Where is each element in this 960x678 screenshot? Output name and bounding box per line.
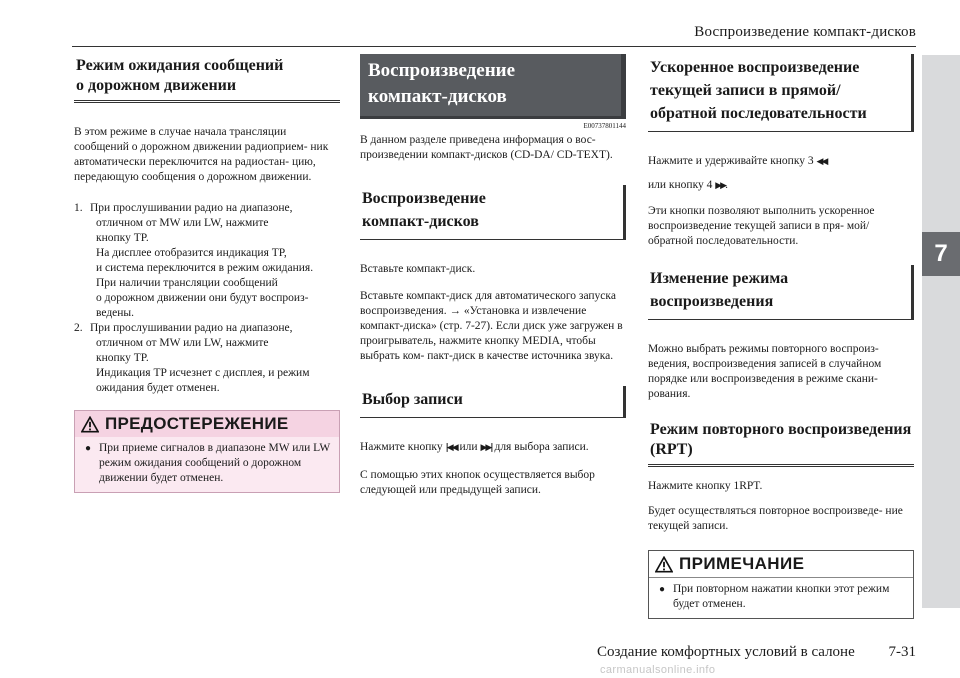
- step-line: ведены.: [96, 307, 135, 319]
- step-line: отличном от MW или LW, нажмите: [96, 217, 269, 229]
- caution-title: ПРЕДОСТЕРЕЖЕНИЕ: [105, 414, 289, 433]
- chapter-heading-cd-playback: [360, 54, 626, 119]
- heading-line: о дорожном движении: [76, 77, 237, 94]
- step-number: 2.: [74, 322, 83, 334]
- fast-playback-details: Эти кнопки позволяют выполнить ускоренное воспроизведение текущей записи в пря- мой/обратной последовательности.: [648, 205, 875, 247]
- step-line: о дорожном движении они будут воспроиз-: [96, 292, 309, 304]
- step-line: При прослушивании радио на диапазоне,: [90, 322, 293, 334]
- heading-line: воспроизведения: [650, 293, 774, 310]
- warning-triangle-icon: [655, 556, 673, 573]
- chapter-tab: 7: [922, 232, 960, 276]
- section-heading-track-select: [360, 386, 626, 418]
- heading-line: (RPT): [650, 441, 693, 458]
- track-select-details: С помощью этих кнопок осуществляется выбор следующей или предыдущей записи.: [360, 469, 595, 496]
- repeat-details: Будет осуществляться повторное воспроизведе- ние текущей записи.: [648, 505, 903, 532]
- step-line: и система переключится в режим ожидания.: [96, 262, 314, 274]
- step-line: При прослушивании радио на диапазоне,: [90, 202, 293, 214]
- caution-header: [75, 411, 339, 437]
- repeat-instruction: Нажмите кнопку 1RPT.: [648, 480, 763, 492]
- heading-line: Режим ожидания сообщений: [76, 57, 284, 74]
- step-line: На дисплее отобразится индикация TP,: [96, 247, 287, 259]
- insert-disc-details: Вставьте компакт-диск для автоматического запуска воспроизведения. → «Установка и извлечение компакт-диска» (стр. 7-27). Если диск уже загружен в проигрыватель, нажмите кнопку MEDIA, чтобы выбрать ком- пакт-диск в качестве источника звука.: [360, 290, 623, 362]
- cd-intro: В данном разделе приведена информация о вос- произведении компакт-дисков (CD-DA/ CD-TEXT).: [360, 134, 613, 161]
- step-line: отличном от MW или LW, нажмите: [96, 337, 269, 349]
- step-line: кнопку TP.: [96, 352, 149, 364]
- step-item: [74, 321, 340, 396]
- fast-forward-instruction: или кнопку 4 ▶▶.: [648, 179, 728, 191]
- heading-line: Воспроизведение: [362, 190, 486, 207]
- heading-line: Изменение режима: [650, 270, 789, 287]
- column-middle: [360, 54, 626, 498]
- insert-disc-text: Вставьте компакт-диск.: [360, 263, 476, 275]
- track-select-instruction: [360, 440, 626, 456]
- caution-box: [74, 410, 340, 493]
- heading-line: обратной последовательности: [650, 105, 867, 122]
- text-span: для выбора записи.: [494, 441, 589, 453]
- note-item: [657, 582, 905, 612]
- step-line: ожидания будет отменен.: [96, 382, 220, 394]
- heading-line: текущей записи в прямой/: [650, 82, 841, 99]
- column-left: [74, 54, 340, 493]
- section-heading-repeat: [648, 418, 914, 465]
- heading-line: компакт-дисков: [368, 86, 507, 107]
- bullet-dot-icon: ●: [85, 443, 92, 454]
- bullet-dot-icon: ●: [659, 584, 666, 595]
- step-line: кнопку TP.: [96, 232, 149, 244]
- text-span: или кнопку 4: [648, 179, 713, 191]
- heading-line: Ускоренное воспроизведение: [650, 59, 860, 76]
- step-number: 1.: [74, 202, 83, 214]
- heading-line: Режим повторного воспроизведения: [650, 421, 912, 438]
- playback-mode-text: Можно выбрать режимы повторного воспроиз- ведения, воспроизведения записей в случайном порядке или воспроизведения в режиме скани- рования.: [648, 343, 882, 400]
- caution-body: [75, 437, 339, 492]
- text-span: или: [459, 441, 478, 453]
- steps-list: [74, 201, 340, 396]
- footer-section: Создание комфортных условий в салоне: [597, 644, 855, 660]
- section-heading-traffic-standby: [74, 54, 340, 101]
- section-heading-playback-mode: [648, 265, 914, 320]
- step-line: Индикация TP исчезнет с дисплея, и режим: [96, 367, 310, 379]
- caution-item-text: При приеме сигналов в диапазоне MW или LW режим ожидания сообщений о дорожном движении будет отменен.: [99, 442, 330, 484]
- caution-item: [83, 441, 331, 486]
- warning-triangle-icon: [81, 416, 99, 433]
- note-box: [648, 550, 914, 619]
- column-right: [648, 54, 914, 619]
- section-code: E00737801144: [583, 122, 626, 130]
- fast-forward-icon: ▶▶: [715, 181, 726, 191]
- text-span: Нажмите и удерживайте кнопку 3: [648, 155, 814, 167]
- heading-line: компакт-дисков: [362, 213, 479, 230]
- step-item: [74, 201, 340, 321]
- heading-line: Воспроизведение: [368, 60, 516, 81]
- section-heading-cd-playback: [360, 185, 626, 240]
- section-heading-fast-playback: [648, 54, 914, 132]
- note-header: [649, 551, 913, 578]
- heading-line: Выбор записи: [362, 391, 463, 408]
- note-body: [649, 578, 913, 618]
- note-item-text: При повторном нажатии кнопки этот режим будет отменен.: [673, 583, 890, 610]
- skip-back-icon: |◀◀: [445, 443, 457, 453]
- traffic-intro: В этом режиме в случае начала трансляции сообщений о дорожном движении радиоприем- ник автоматически переключится на радиостан- цию, передающую сообщения о дорожном движении.: [74, 126, 329, 183]
- page-number: 7-31: [888, 644, 916, 660]
- step-line: При наличии трансляции сообщений: [96, 277, 278, 289]
- watermark: carmanualsonline.info: [600, 664, 716, 676]
- skip-forward-icon: ▶▶|: [480, 443, 492, 453]
- page-footer: [597, 644, 916, 661]
- header-rule: [72, 46, 916, 47]
- text-span: Нажмите кнопку: [360, 441, 443, 453]
- page-header-title: Воспроизведение компакт-дисков: [694, 24, 916, 40]
- fast-rewind-instruction: [648, 154, 914, 170]
- note-title: ПРИМЕЧАНИЕ: [679, 554, 805, 573]
- rewind-icon: ◀◀: [816, 157, 827, 167]
- side-strip: [922, 55, 960, 608]
